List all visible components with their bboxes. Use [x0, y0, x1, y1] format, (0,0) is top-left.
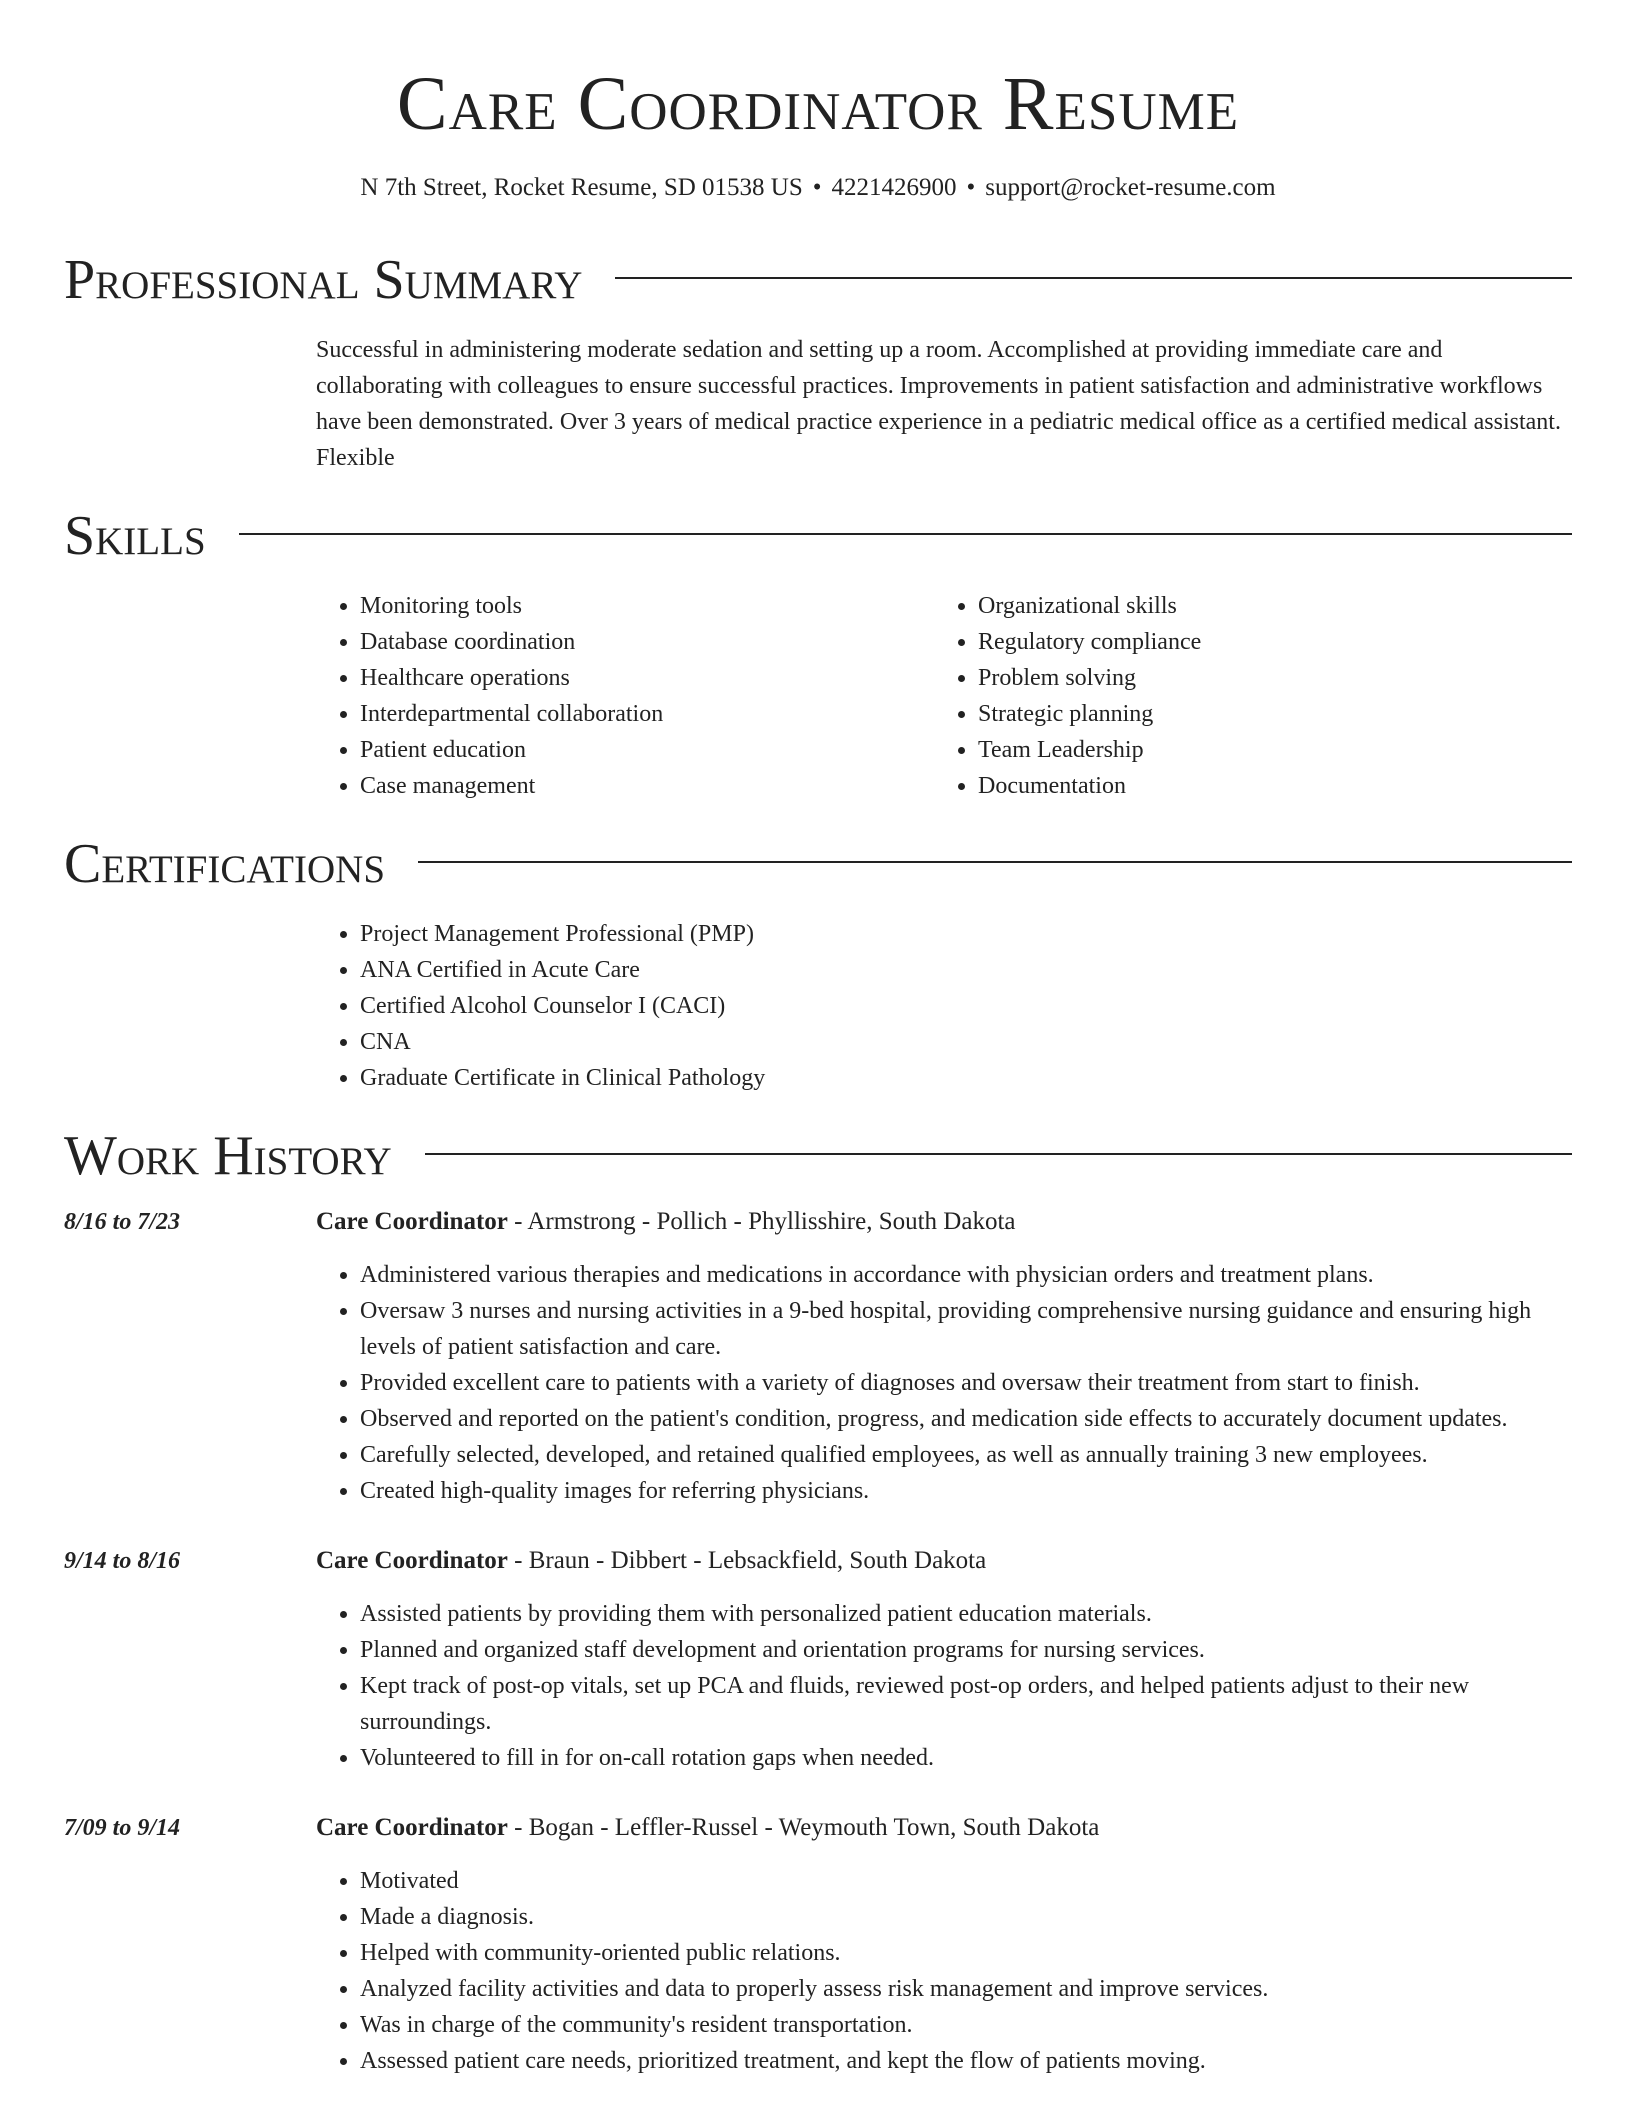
section-divider: [418, 861, 1572, 863]
job-role: Care Coordinator: [316, 1814, 508, 1841]
skills-column-left: [316, 588, 934, 804]
job-bullet: • Motivated: [360, 1863, 1572, 1899]
job-bullet-list: [316, 1863, 1572, 2079]
job-entry: [64, 1204, 1572, 1509]
skills-column-right: [934, 588, 1552, 804]
skills-list-right: [934, 588, 1552, 804]
job-responsibilities: [316, 1257, 1572, 1509]
summary-section-header: [64, 249, 1572, 311]
job-title-line: [316, 1204, 1016, 1240]
job-entry: [64, 1810, 1572, 2079]
job-employer-location: - Armstrong - Pollich - Phyllisshire, South Dakota: [507, 1208, 1016, 1235]
job-bullet: • Kept track of post-op vitals, set up PCA and fluids, reviewed post-op orders, and helped patients adjust to their new surroundings.: [360, 1668, 1572, 1740]
job-employer-location: - Braun - Dibbert - Lebsackfield, South Dakota: [507, 1547, 987, 1574]
job-role: Care Coordinator: [316, 1547, 508, 1574]
skill-item: • Interdepartmental collaboration: [360, 696, 934, 732]
certification-item: • Certified Alcohol Counselor I (CACI): [360, 988, 1572, 1024]
certifications-heading: Certifications: [64, 833, 386, 895]
job-bullet: • Created high-quality images for referring physicians.: [360, 1473, 1572, 1509]
job-dates: 8/16 to 7/23: [64, 1209, 181, 1235]
resume-page: [64, 0, 1572, 2113]
job-dates: 7/09 to 9/14: [64, 1815, 181, 1841]
resume-title: Care Coordinator Resume: [396, 62, 1240, 146]
skill-item: • Problem solving: [978, 660, 1552, 696]
skill-item: • Monitoring tools: [360, 588, 934, 624]
work-history-heading: Work History: [64, 1125, 392, 1187]
job-employer-location: - Bogan - Leffler-Russel - Weymouth Town, South Dakota: [507, 1814, 1100, 1841]
contact-email: support@rocket-resume.com: [985, 174, 1276, 201]
certification-item: • Project Management Professional (PMP): [360, 916, 1572, 952]
skills-section-header: [64, 505, 1572, 567]
certifications-section-header: [64, 833, 1572, 895]
job-bullet-list: [316, 1596, 1572, 1776]
job-title-line: [316, 1543, 986, 1579]
summary-text: Successful in administering moderate sedation and setting up a room. Accomplished at providing immediate care and collaborating with colleagues to ensure successful practices. Improvements in patient satisfaction and administrative workflows have been demonstrated. Over 3 years of medical practice experience in a pediatric medical office as a certified medical assistant. Flexible: [316, 337, 1561, 471]
job-bullet-list: [316, 1257, 1572, 1509]
job-header: [64, 1810, 1572, 1846]
certification-item: • ANA Certified in Acute Care: [360, 952, 1572, 988]
job-header: [64, 1204, 1572, 1240]
certification-item: • Graduate Certificate in Clinical Pathology: [360, 1060, 1572, 1096]
summary-body: [316, 332, 1572, 476]
job-bullet: • Analyzed facility activities and data to properly assess risk management and improve services.: [360, 1971, 1572, 2007]
skill-item: • Healthcare operations: [360, 660, 934, 696]
section-divider: [615, 277, 1572, 279]
job-responsibilities: [316, 1863, 1572, 2079]
job-bullet: • Assisted patients by providing them with personalized patient education materials.: [360, 1596, 1572, 1632]
certification-item: • CNA: [360, 1024, 1572, 1060]
section-divider: [239, 533, 1572, 535]
skill-item: • Team Leadership: [978, 732, 1552, 768]
job-bullet: • Oversaw 3 nurses and nursing activities in a 9-bed hospital, providing comprehensive nursing guidance and ensuring high levels of patient satisfaction and care.: [360, 1293, 1572, 1365]
skills-list-left: [316, 588, 934, 804]
job-bullet: • Made a diagnosis.: [360, 1899, 1572, 1935]
contact-address: N 7th Street, Rocket Resume, SD 01538 US: [360, 174, 803, 201]
skill-item: • Case management: [360, 768, 934, 804]
job-bullet: • Helped with community-oriented public relations.: [360, 1935, 1572, 1971]
job-responsibilities: [316, 1596, 1572, 1776]
summary-heading: Professional Summary: [64, 249, 583, 311]
skill-item: • Documentation: [978, 768, 1552, 804]
skills-grid: [316, 588, 1572, 804]
job-bullet: • Was in charge of the community's resident transportation.: [360, 2007, 1572, 2043]
job-header: [64, 1543, 1572, 1579]
contact-line: [64, 175, 1572, 200]
job-bullet: • Assessed patient care needs, prioritized treatment, and kept the flow of patients moving.: [360, 2043, 1572, 2079]
job-bullet: • Volunteered to fill in for on-call rotation gaps when needed.: [360, 1740, 1572, 1776]
skill-item: • Database coordination: [360, 624, 934, 660]
contact-separator: •: [812, 174, 822, 201]
job-title-line: [316, 1810, 1099, 1846]
skill-item: • Strategic planning: [978, 696, 1552, 732]
job-bullet: • Planned and organized staff development and orientation programs for nursing services.: [360, 1632, 1572, 1668]
skill-item: • Regulatory compliance: [978, 624, 1552, 660]
contact-phone: 4221426900: [831, 174, 957, 201]
skill-item: • Patient education: [360, 732, 934, 768]
contact-separator: •: [966, 174, 976, 201]
job-dates: 9/14 to 8/16: [64, 1548, 181, 1574]
job-bullet: • Provided excellent care to patients with a variety of diagnoses and oversaw their treatment from start to finish.: [360, 1365, 1572, 1401]
job-bullet: • Carefully selected, developed, and retained qualified employees, as well as annually training 3 new employees.: [360, 1437, 1572, 1473]
job-bullet: • Administered various therapies and medications in accordance with physician orders and treatment plans.: [360, 1257, 1572, 1293]
job-role: Care Coordinator: [316, 1208, 508, 1235]
skill-item: • Organizational skills: [978, 588, 1552, 624]
certifications-list: [316, 916, 1572, 1096]
work-history-section-header: [64, 1125, 1572, 1187]
certifications-body: [316, 916, 1572, 1096]
job-bullet: • Observed and reported on the patient's condition, progress, and medication side effects to accurately document updates.: [360, 1401, 1572, 1437]
work-history-body: [64, 1204, 1572, 2079]
job-entry: [64, 1543, 1572, 1776]
skills-heading: Skills: [64, 505, 206, 567]
section-divider: [425, 1153, 1572, 1155]
